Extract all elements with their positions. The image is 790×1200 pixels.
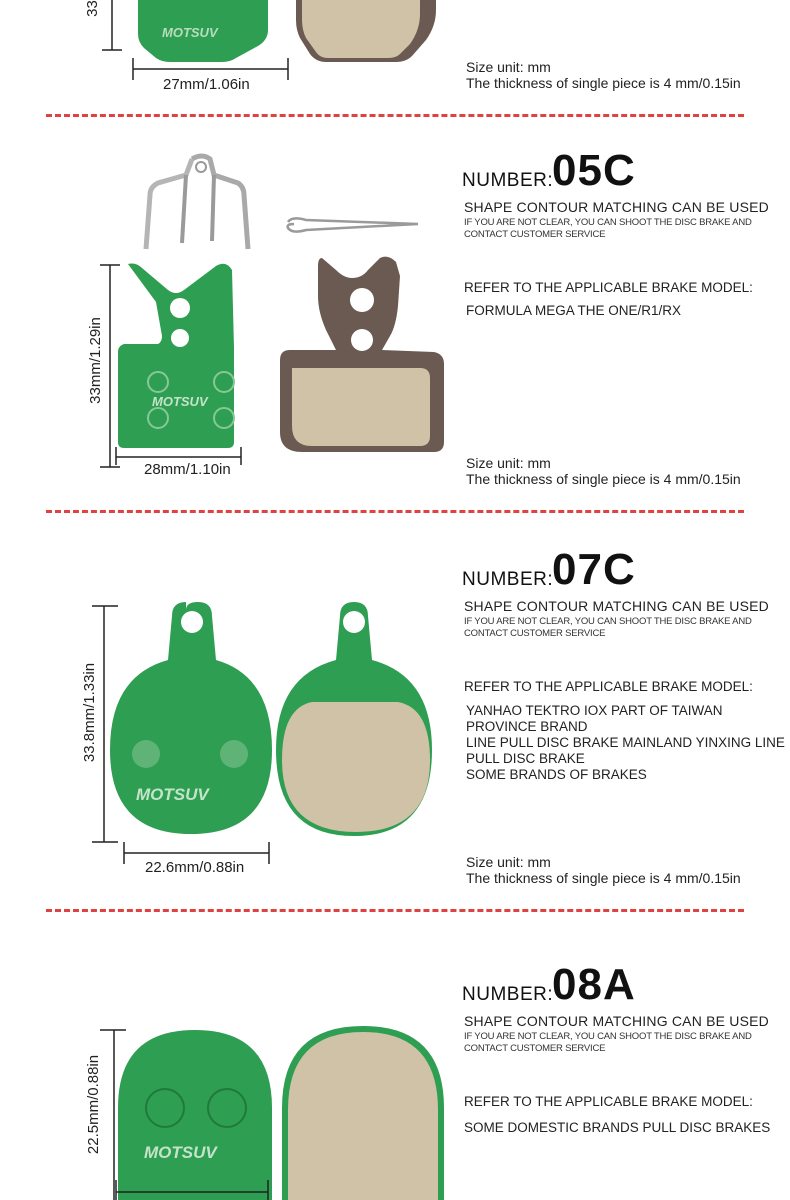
08a-vertical-dimension-label: 22.5mm/0.88in xyxy=(85,1054,103,1155)
top-thickness: The thickness of single piece is 4 mm/0.15in xyxy=(466,75,741,91)
05c-number-code: 05C xyxy=(552,146,636,195)
07c-thickness: The thickness of single piece is 4 mm/0.15in xyxy=(466,870,741,886)
brand-logo: MOTSUV xyxy=(136,785,209,804)
top-green-pad xyxy=(130,0,270,62)
top-size-unit: Size unit: mm xyxy=(466,59,551,75)
05c-note-line1: IF YOU ARE NOT CLEAR, YOU CAN SHOOT THE DISC BRAKE AND xyxy=(464,217,752,228)
section-divider xyxy=(46,114,744,117)
07c-model: YANHAO TEKTRO IOX PART OF TAIWAN xyxy=(466,703,723,718)
05c-size-unit: Size unit: mm xyxy=(466,455,551,471)
05c-note-line2: CONTACT CUSTOMER SERVICE xyxy=(464,229,606,240)
08a-note-line2: CONTACT CUSTOMER SERVICE xyxy=(464,1043,606,1054)
07c-model: PULL DISC BRAKE xyxy=(466,751,585,766)
07c-vertical-dimension-label: 33.8mm/1.33in xyxy=(81,662,99,763)
07c-shape-title: SHAPE CONTOUR MATCHING CAN BE USED xyxy=(464,598,769,614)
brand-logo: MOTSUV xyxy=(144,1143,217,1162)
cotter-pin xyxy=(286,214,421,236)
07c-number-label: NUMBER: xyxy=(462,569,554,590)
05c-vertical-dimension-label: 33mm/1.29in xyxy=(86,317,104,404)
07c-friction-pad xyxy=(272,600,438,840)
section-divider xyxy=(46,909,744,912)
08a-green-pad xyxy=(116,1028,274,1200)
05c-number-label: NUMBER: xyxy=(462,170,554,191)
05c-model: FORMULA MEGA THE ONE/R1/RX xyxy=(466,303,682,318)
05c-horizontal-dimension-label: 28mm/1.10in xyxy=(144,461,231,478)
brand-logo: MOTSUV xyxy=(152,394,208,409)
07c-note-line1: IF YOU ARE NOT CLEAR, YOU CAN SHOOT THE DISC BRAKE AND xyxy=(464,616,752,627)
top-horizontal-dimension-label: 27mm/1.06in xyxy=(163,76,250,93)
07c-note-line2: CONTACT CUSTOMER SERVICE xyxy=(464,628,606,639)
07c-size-unit: Size unit: mm xyxy=(466,854,551,870)
08a-note-line1: IF YOU ARE NOT CLEAR, YOU CAN SHOOT THE DISC BRAKE AND xyxy=(464,1031,752,1042)
08a-friction-pad xyxy=(280,1024,446,1200)
08a-number-code: 08A xyxy=(552,960,636,1009)
08a-number-label: NUMBER: xyxy=(462,984,554,1005)
top-vertical-dimension-label: 33 xyxy=(83,0,101,17)
brand-logo: MOTSUV xyxy=(162,25,218,40)
07c-model: SOME BRANDS OF BRAKES xyxy=(466,767,647,782)
05c-green-pad xyxy=(116,262,244,450)
08a-ref-title: REFER TO THE APPLICABLE BRAKE MODEL: xyxy=(464,1094,753,1109)
top-vertical-dimension-line xyxy=(98,0,128,55)
07c-model: PROVINCE BRAND xyxy=(466,719,588,734)
08a-model: SOME DOMESTIC BRANDS PULL DISC BRAKES xyxy=(464,1120,771,1135)
08a-horizontal-dimension-line xyxy=(113,1180,273,1200)
07c-model: LINE PULL DISC BRAKE MAINLAND YINXING LINE xyxy=(466,735,785,750)
08a-shape-title: SHAPE CONTOUR MATCHING CAN BE USED xyxy=(464,1013,769,1029)
05c-ref-title: REFER TO THE APPLICABLE BRAKE MODEL: xyxy=(464,280,753,295)
05c-shape-title: SHAPE CONTOUR MATCHING CAN BE USED xyxy=(464,199,769,215)
07c-green-pad xyxy=(108,600,274,836)
07c-ref-title: REFER TO THE APPLICABLE BRAKE MODEL: xyxy=(464,679,753,694)
07c-number-code: 07C xyxy=(552,545,636,594)
05c-friction-pad xyxy=(278,256,446,454)
top-friction-pad xyxy=(296,0,438,62)
07c-horizontal-dimension-label: 22.6mm/0.88in xyxy=(145,859,245,876)
section-divider xyxy=(46,510,744,513)
spring-clip xyxy=(140,153,255,253)
05c-thickness: The thickness of single piece is 4 mm/0.15in xyxy=(466,471,741,487)
